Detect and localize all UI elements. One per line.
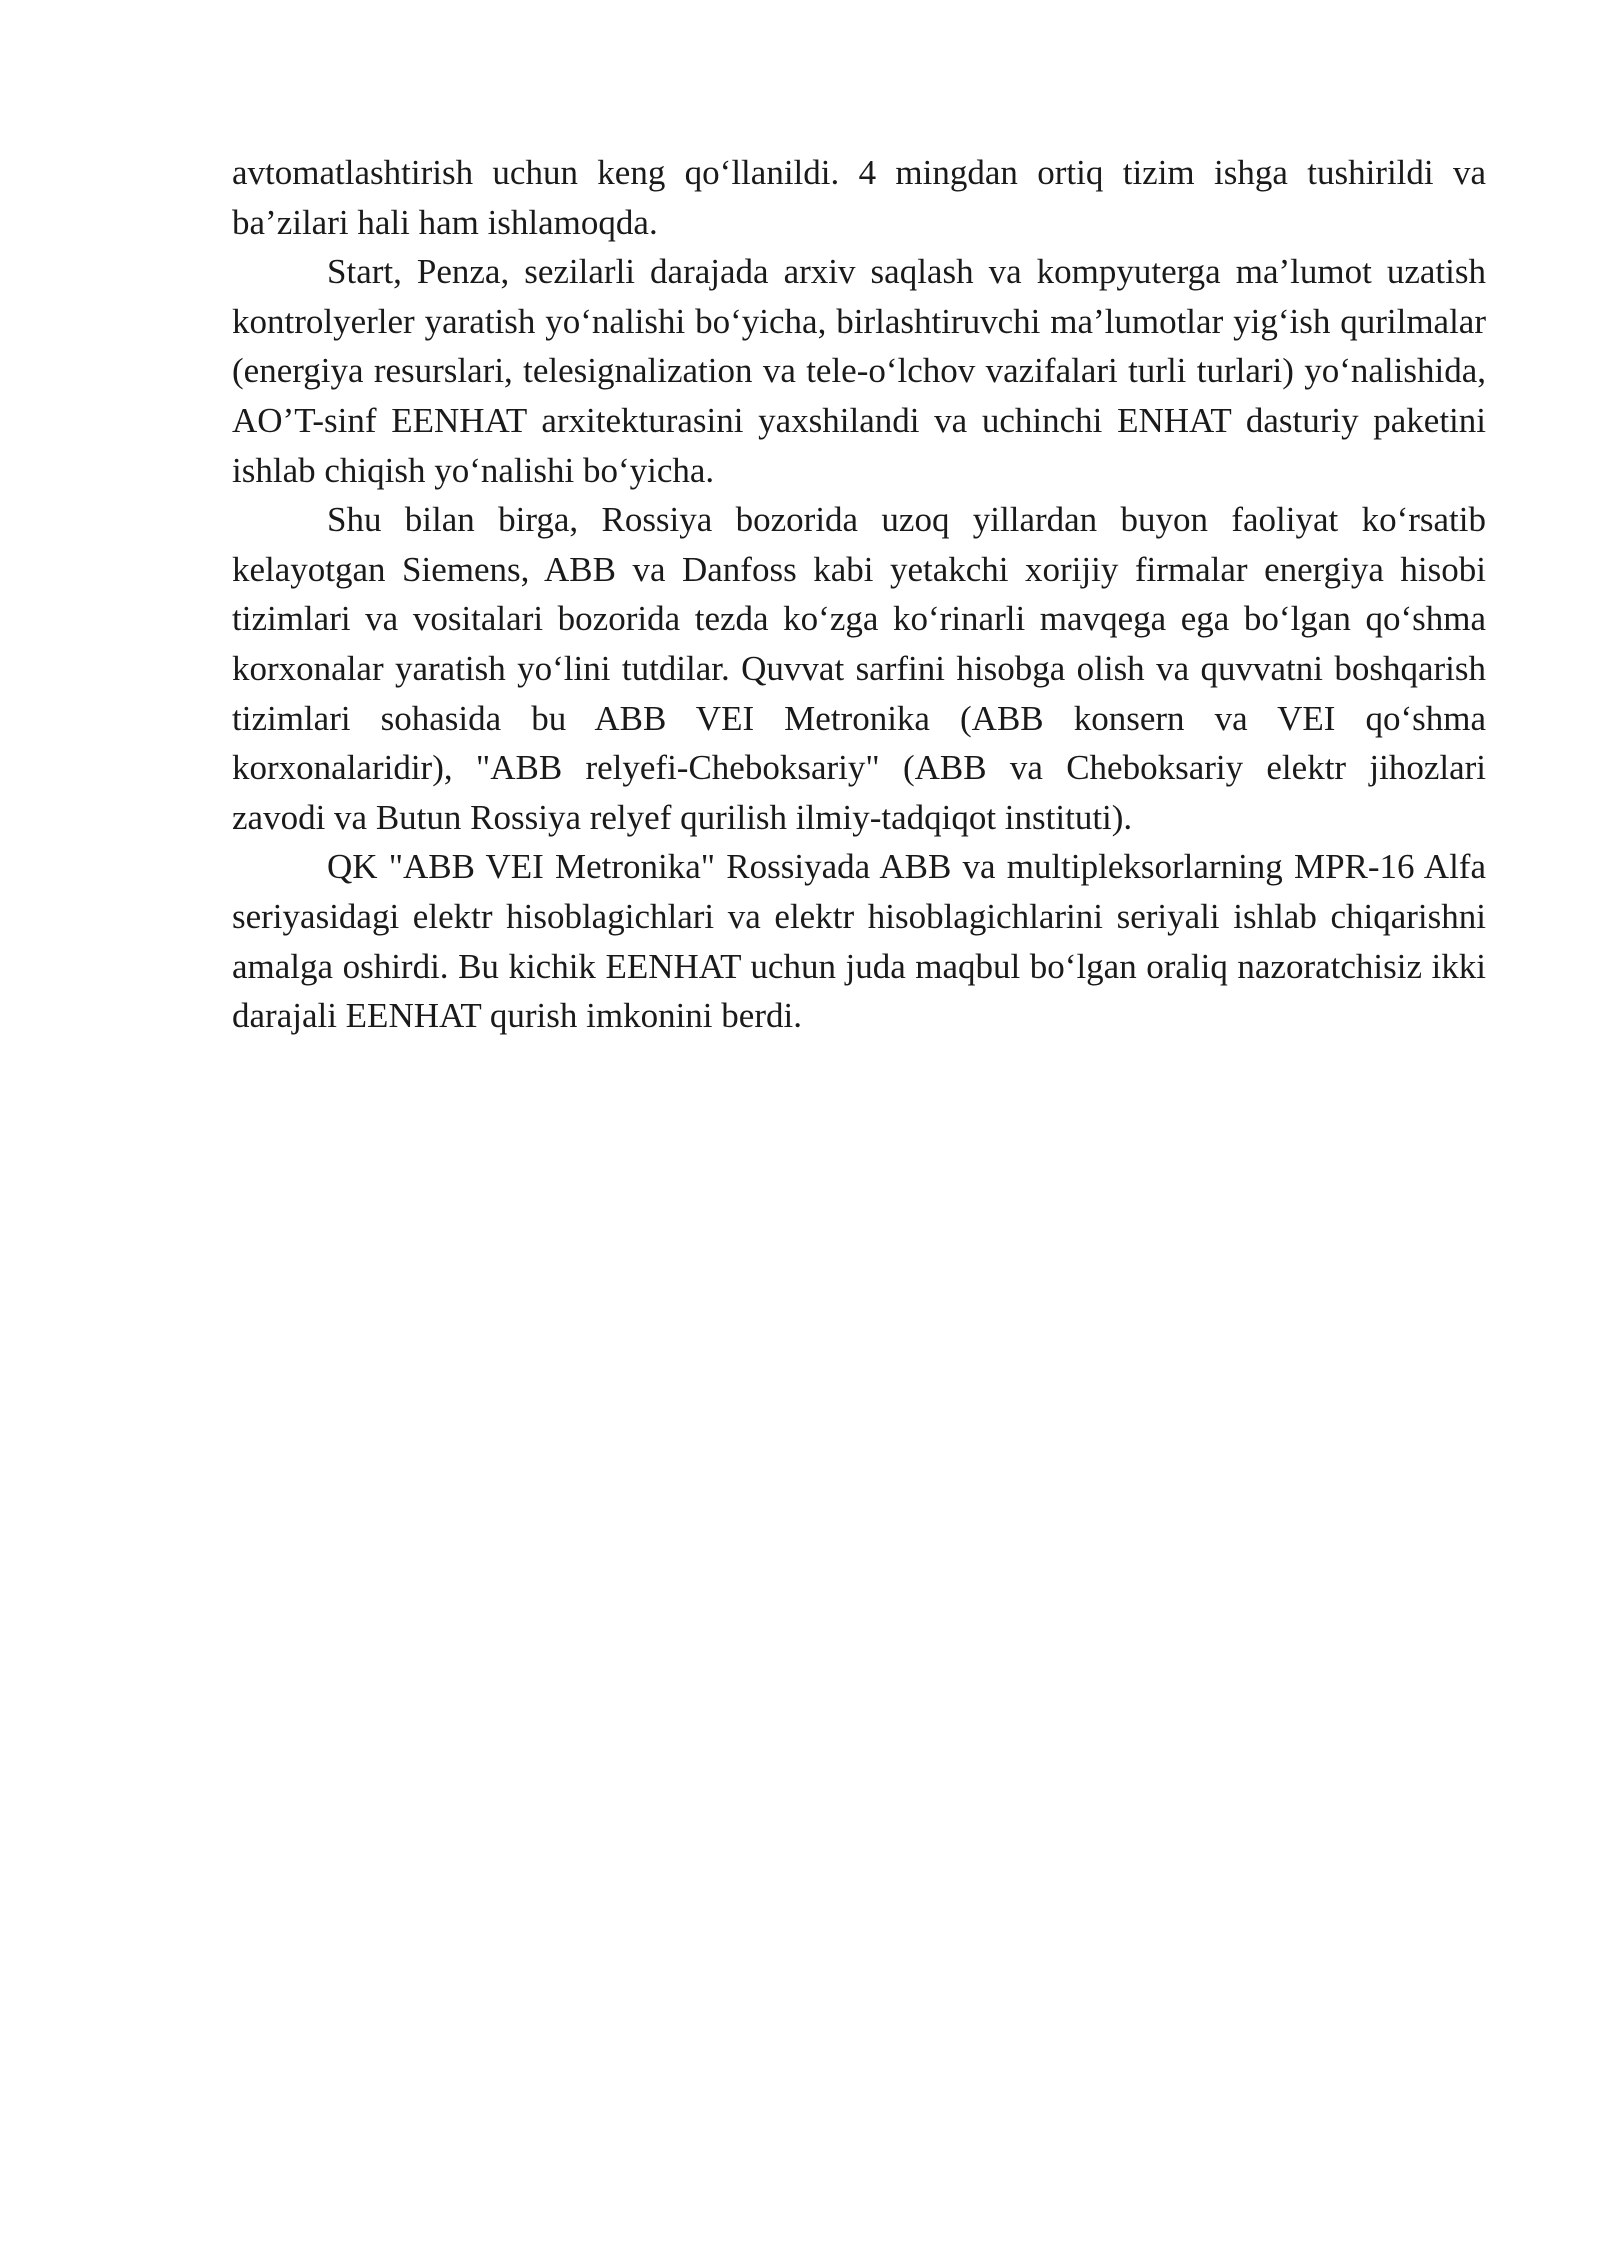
paragraph-continuation: avtomatlashtirish uchun keng qo‘llanildi. 4 mingdan ortiq tizim ishga tushirildi va ba’zilari hali ham ishlamoqda. [232,153,1486,242]
paragraph-abb-vei-metronika: QK "ABB VEI Metronika" Rossiyada ABB va multipleksorlarning MPR-16 Alfa seriyasidagi elektr hisoblagichlari va elektr hisoblagichlarini seriyali ishlab chiqarishni amalga oshirdi. Bu kichik EENHAT uchun juda maqbul bo‘lgan oraliq nazoratchisiz ikki darajali EENHAT qurish imkonini berdi. [232,847,1486,1036]
paragraph-start-penza: Start, Penza, sezilarli darajada arxiv saqlash va kompyuterga ma’lumot uzatish kontrolyerler yaratish yo‘nalishi bo‘yicha, birlashtiruvchi ma’lumotlar yig‘ish qurilmalar (energiya resurslari, telesignalization va tele-o‘lchov vazifalari turli turlari) yo‘nalishida, AO’T-sinf EENHAT arxitekturasini yaxshilandi va uchinchi ENHAT dasturiy paketini ishlab chiqish yo‘nalishi bo‘yicha. [232,252,1486,490]
paragraph-foreign-firms: Shu bilan birga, Rossiya bozorida uzoq yillardan buyon faoliyat ko‘rsatib kelayotgan Siemens, ABB va Danfoss kabi yetakchi xorijiy firmalar energiya hisobi tizimlari va vositalari bozorida tezda ko‘zga ko‘rinarli mavqega ega bo‘lgan qo‘shma korxonalar yaratish yo‘lini tutdilar. Quvvat sarfini hisobga olish va quvvatni boshqarish tizimlari sohasida bu ABB VEI Metronika (ABB konsern va VEI qo‘shma korxonalaridir), "ABB relyefi-Cheboksariy" (ABB va Cheboksariy elektr jihozlari zavodi va Butun Rossiya relyef qurilish ilmiy-tadqiqot instituti). [232,500,1486,837]
document-page [232,148,1486,1041]
